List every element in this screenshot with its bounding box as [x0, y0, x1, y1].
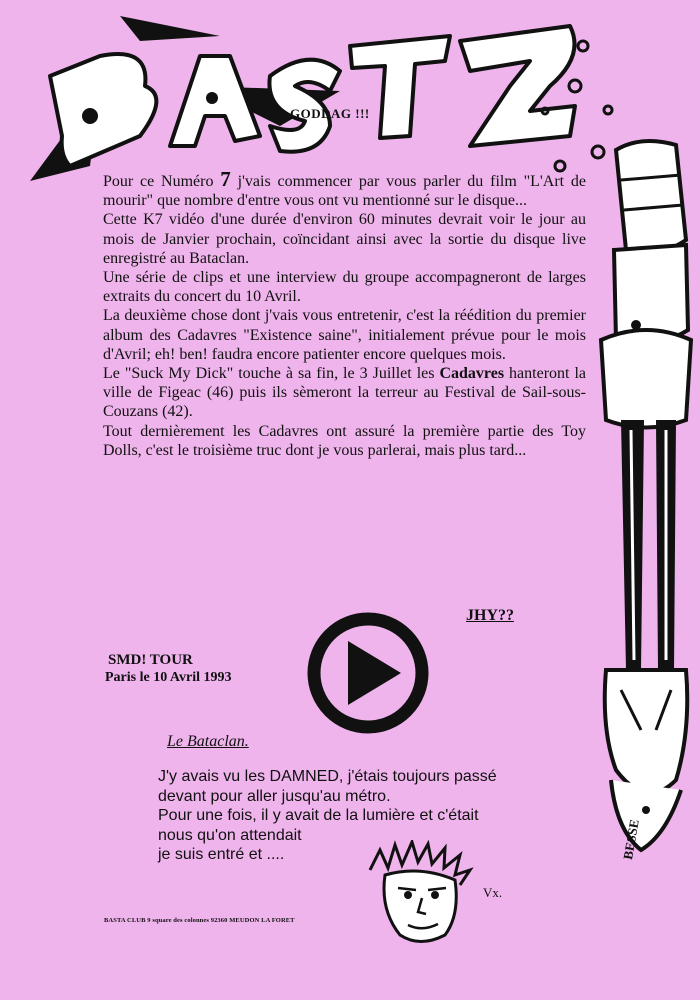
article-body [103, 167, 587, 460]
bataclan-line: J'y avais vu les DAMNED, j'étais toujours passé [158, 768, 497, 785]
paragraph-3: Une série de clips et une interview du groupe accompagneront de larges extraits du concert du 10 Avril. [103, 269, 586, 306]
signature-vx: Vx. [483, 885, 503, 900]
circle-play-icon [303, 608, 433, 738]
bataclan-title: Le Bataclan. [167, 733, 249, 750]
basta-logo [30, 16, 590, 186]
issue-number: 7 [220, 167, 231, 191]
bataclan-line: nous qu'on attendait [158, 826, 302, 844]
footer-address: BASTA CLUB 9 square des colonnes 92360 MEUDON LA FORET [104, 917, 295, 924]
tour-date: Paris le 10 Avril 1993 [105, 670, 232, 685]
paragraph-2: Cette K7 vidéo d'une durée d'environ 60 minutes devrait voir le jour au mois de Janvier prochain, coïncidant ainsi avec la sortie du disque live enregistré au Bataclan. [103, 211, 586, 267]
artist-signature: BESSE [620, 818, 642, 861]
caricature-face-icon [360, 840, 480, 950]
greeting: GODDAG !!! [290, 106, 370, 121]
bataclan-line: je suis entré et .... [158, 846, 285, 863]
tour-title: SMD! TOUR [108, 652, 193, 668]
bataclan-line: devant pour aller jusqu'au métro. [158, 787, 391, 805]
paragraph-1: Pour ce Numéro 7 j'vais commencer par vous parler du film "L'Art de mourir" que nombre d'entre vous ont vu mentionné sur le disque... [103, 167, 587, 210]
paragraph-6: Tout dernièrement les Cadavres ont assuré la première partie des Toy Dolls, c'est le troisième truc dont je vous parlerai, mais plus tard... [103, 422, 586, 459]
signature-jhy: JHY?? [466, 607, 514, 624]
bataclan-line: Pour une fois, il y avait de la lumière et c'était [158, 807, 479, 824]
paragraph-5: Le "Suck My Dick" touche à sa fin, le 3 Juillet les Cadavres hanteront la ville de Figeac (46) puis ils sèmeront la terreur au Festival de Sail-sous-Couzans (42). [103, 365, 586, 421]
band-name: Cadavres [439, 365, 505, 383]
paragraph-4: La deuxième chose dont j'vais vous entretenir, c'est la réédition du premier album des Cadavres "Existence saine", initialement prévue pour le mois d'Avril; eh! ben! faudra encore patienter encore quelques mois. [103, 307, 586, 363]
